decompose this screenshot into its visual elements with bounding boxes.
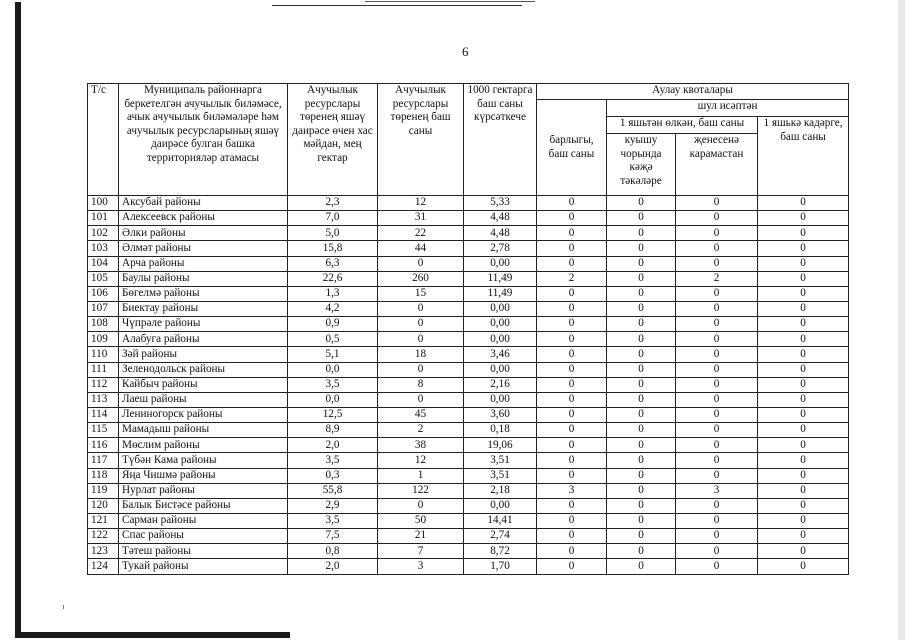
density-cell: 0,00 [464, 392, 537, 407]
quota-under-one-cell: 0 [758, 513, 849, 528]
table-row [88, 468, 849, 483]
density-cell: 1,70 [464, 559, 537, 574]
row-number-cell: 108 [88, 317, 119, 332]
quota-rut-males-cell: 0 [607, 513, 676, 528]
population-cell: 122 [378, 483, 464, 498]
quota-under-one-cell: 0 [758, 483, 849, 498]
habitat-area-cell: 5,0 [288, 226, 378, 241]
row-number-cell: 110 [88, 347, 119, 362]
territory-name-cell: Бөгелмә районы [119, 286, 288, 301]
quota-under-one-cell: 0 [758, 468, 849, 483]
row-number-cell: 113 [88, 392, 119, 407]
density-cell: 14,41 [464, 513, 537, 528]
habitat-area-cell: 2,0 [288, 559, 378, 574]
quota-rut-males-cell: 0 [607, 529, 676, 544]
density-cell: 0,00 [464, 332, 537, 347]
header-rut-males: куышу чорында кәҗә тәкәләре [607, 134, 676, 196]
quota-rut-males-cell: 0 [607, 256, 676, 271]
density-cell: 5,33 [464, 196, 537, 211]
row-number-cell: 104 [88, 256, 119, 271]
table-row [88, 498, 849, 513]
quota-under-one-cell: 0 [758, 392, 849, 407]
quota-total-cell: 0 [537, 256, 607, 271]
territory-name-cell: Спас районы [119, 529, 288, 544]
habitat-area-cell: 15,8 [288, 241, 378, 256]
quota-total-cell: 2 [537, 271, 607, 286]
quota-rut-males-cell: 0 [607, 483, 676, 498]
header-population: Ачучылык ресурслары төренең баш саны [378, 84, 464, 196]
row-number-cell: 123 [88, 544, 119, 559]
population-cell: 38 [378, 438, 464, 453]
table-row [88, 256, 849, 271]
habitat-area-cell: 0,9 [288, 317, 378, 332]
population-cell: 22 [378, 226, 464, 241]
table-row [88, 347, 849, 362]
scan-line-top-2 [365, 1, 535, 2]
quota-any-sex-cell: 0 [676, 438, 758, 453]
quota-rut-males-cell: 0 [607, 241, 676, 256]
population-cell: 12 [378, 196, 464, 211]
population-cell: 0 [378, 332, 464, 347]
quota-total-cell: 0 [537, 211, 607, 226]
density-cell: 11,49 [464, 286, 537, 301]
quota-under-one-cell: 0 [758, 559, 849, 574]
quota-any-sex-cell: 0 [676, 317, 758, 332]
density-cell: 4,48 [464, 211, 537, 226]
table-row [88, 483, 849, 498]
territory-name-cell: Мөслим районы [119, 438, 288, 453]
density-cell: 4,48 [464, 226, 537, 241]
territory-name-cell: Нурлат районы [119, 483, 288, 498]
habitat-area-cell: 7,0 [288, 211, 378, 226]
territory-name-cell: Чүпрәле районы [119, 317, 288, 332]
quota-any-sex-cell: 3 [676, 483, 758, 498]
quota-under-one-cell: 0 [758, 453, 849, 468]
density-cell: 3,51 [464, 468, 537, 483]
habitat-area-cell: 0,3 [288, 468, 378, 483]
quota-total-cell: 0 [537, 362, 607, 377]
population-cell: 15 [378, 286, 464, 301]
row-number-cell: 105 [88, 271, 119, 286]
territory-name-cell: Зеленодольск районы [119, 362, 288, 377]
row-number-cell: 121 [88, 513, 119, 528]
quota-any-sex-cell: 0 [676, 256, 758, 271]
header-territory-name: Муниципаль районнарга беркетелгән ачучылык биләмәсе, ачык ачучылык биләмәләре һәм ачучылык ресурсларының яшәү даирәсе булган башка территорияләр атамасы [119, 84, 288, 196]
table-row [88, 559, 849, 574]
table-row [88, 544, 849, 559]
density-cell: 2,18 [464, 483, 537, 498]
quota-rut-males-cell: 0 [607, 559, 676, 574]
territory-name-cell: Лениногорск районы [119, 407, 288, 422]
habitat-area-cell: 0,0 [288, 362, 378, 377]
quota-under-one-cell: 0 [758, 529, 849, 544]
table-row [88, 377, 849, 392]
territory-name-cell: Кайбыч районы [119, 377, 288, 392]
header-density: 1000 гектарга баш саны күрсәткече [464, 84, 537, 196]
quota-any-sex-cell: 0 [676, 407, 758, 422]
quota-total-cell: 0 [537, 226, 607, 241]
quota-total-cell: 0 [537, 241, 607, 256]
quota-any-sex-cell: 0 [676, 498, 758, 513]
density-cell: 3,46 [464, 347, 537, 362]
quota-any-sex-cell: 0 [676, 362, 758, 377]
density-cell: 2,78 [464, 241, 537, 256]
territory-name-cell: Тәтеш районы [119, 544, 288, 559]
habitat-area-cell: 5,1 [288, 347, 378, 362]
habitat-area-cell: 12,5 [288, 407, 378, 422]
quota-any-sex-cell: 0 [676, 559, 758, 574]
quota-rut-males-cell: 0 [607, 196, 676, 211]
population-cell: 0 [378, 317, 464, 332]
quota-rut-males-cell: 0 [607, 377, 676, 392]
quota-total-cell: 0 [537, 347, 607, 362]
population-cell: 0 [378, 256, 464, 271]
population-cell: 50 [378, 513, 464, 528]
quota-any-sex-cell: 0 [676, 529, 758, 544]
scan-line-top [272, 5, 522, 6]
quota-rut-males-cell: 0 [607, 347, 676, 362]
habitat-area-cell: 55,8 [288, 483, 378, 498]
header-over-one-year: 1 яшьтән өлкән, баш саны [607, 117, 758, 134]
population-cell: 45 [378, 407, 464, 422]
header-any-sex: җенесенә карамастан [676, 134, 758, 196]
quota-under-one-cell: 0 [758, 362, 849, 377]
quota-under-one-cell: 0 [758, 498, 849, 513]
scan-edge-bottom [15, 632, 290, 638]
population-cell: 7 [378, 544, 464, 559]
density-cell: 0,00 [464, 498, 537, 513]
territory-name-cell: Тукай районы [119, 559, 288, 574]
population-cell: 21 [378, 529, 464, 544]
territory-name-cell: Түбән Кама районы [119, 453, 288, 468]
territory-name-cell: Сарман районы [119, 513, 288, 528]
header-under-one-year: 1 яшькә кадәрге, баш саны [758, 117, 849, 196]
habitat-area-cell: 0,5 [288, 332, 378, 347]
quota-rut-males-cell: 0 [607, 544, 676, 559]
population-cell: 12 [378, 453, 464, 468]
row-number-cell: 101 [88, 211, 119, 226]
row-number-cell: 102 [88, 226, 119, 241]
territory-name-cell: Яңа Чишмә районы [119, 468, 288, 483]
row-number-cell: 106 [88, 286, 119, 301]
quota-any-sex-cell: 2 [676, 271, 758, 286]
habitat-area-cell: 4,2 [288, 301, 378, 316]
territory-name-cell: Баулы районы [119, 271, 288, 286]
header-tc: Т/с [88, 84, 119, 196]
header-habitat-area: Ачучылык ресурслары төренең яшәү даирәсе өчен хас мәйдан, мең гектар [288, 84, 378, 196]
quota-total-cell: 0 [537, 286, 607, 301]
table-row [88, 286, 849, 301]
quota-under-one-cell: 0 [758, 407, 849, 422]
quota-under-one-cell: 0 [758, 196, 849, 211]
territory-name-cell: Биектау районы [119, 301, 288, 316]
quota-total-cell: 0 [537, 453, 607, 468]
header-hunting-quotas: Аулау квоталары [537, 84, 849, 100]
table-row [88, 226, 849, 241]
density-cell: 0,00 [464, 301, 537, 316]
population-cell: 18 [378, 347, 464, 362]
population-cell: 0 [378, 392, 464, 407]
quota-under-one-cell: 0 [758, 544, 849, 559]
quota-any-sex-cell: 0 [676, 226, 758, 241]
row-number-cell: 117 [88, 453, 119, 468]
table-row [88, 362, 849, 377]
population-cell: 0 [378, 301, 464, 316]
row-number-cell: 111 [88, 362, 119, 377]
territory-name-cell: Әлмәт районы [119, 241, 288, 256]
quota-total-cell: 0 [537, 301, 607, 316]
table-row [88, 423, 849, 438]
habitat-area-cell: 0,0 [288, 392, 378, 407]
quota-rut-males-cell: 0 [607, 407, 676, 422]
quota-total-cell: 0 [537, 423, 607, 438]
habitat-area-cell: 6,3 [288, 256, 378, 271]
quota-any-sex-cell: 0 [676, 241, 758, 256]
quota-rut-males-cell: 0 [607, 211, 676, 226]
quota-total-cell: 0 [537, 392, 607, 407]
table-row [88, 438, 849, 453]
row-number-cell: 116 [88, 438, 119, 453]
scan-edge-right [898, 0, 905, 640]
scan-mark [63, 605, 64, 609]
density-cell: 8,72 [464, 544, 537, 559]
quota-total-cell: 0 [537, 559, 607, 574]
quota-under-one-cell: 0 [758, 226, 849, 241]
territory-name-cell: Алабуга районы [119, 332, 288, 347]
quota-under-one-cell: 0 [758, 301, 849, 316]
quota-total-cell: 0 [537, 196, 607, 211]
quota-any-sex-cell: 0 [676, 301, 758, 316]
density-cell: 0,00 [464, 362, 537, 377]
quota-any-sex-cell: 0 [676, 377, 758, 392]
quota-rut-males-cell: 0 [607, 468, 676, 483]
density-cell: 3,51 [464, 453, 537, 468]
quota-rut-males-cell: 0 [607, 271, 676, 286]
habitat-area-cell: 2,9 [288, 498, 378, 513]
population-cell: 44 [378, 241, 464, 256]
quota-any-sex-cell: 0 [676, 332, 758, 347]
quota-total-cell: 0 [537, 498, 607, 513]
territory-name-cell: Мамадыш районы [119, 423, 288, 438]
page-number: 6 [462, 44, 469, 59]
row-number-cell: 112 [88, 377, 119, 392]
table-row [88, 196, 849, 211]
row-number-cell: 120 [88, 498, 119, 513]
territory-name-cell: Алексеевск районы [119, 211, 288, 226]
habitat-area-cell: 22,6 [288, 271, 378, 286]
table-row [88, 529, 849, 544]
quota-any-sex-cell: 0 [676, 544, 758, 559]
row-number-cell: 122 [88, 529, 119, 544]
quota-total-cell: 0 [537, 513, 607, 528]
row-number-cell: 103 [88, 241, 119, 256]
table-row [88, 211, 849, 226]
quota-any-sex-cell: 0 [676, 211, 758, 226]
quota-under-one-cell: 0 [758, 438, 849, 453]
population-cell: 0 [378, 498, 464, 513]
table-row [88, 301, 849, 316]
row-number-cell: 119 [88, 483, 119, 498]
population-cell: 31 [378, 211, 464, 226]
quota-rut-males-cell: 0 [607, 317, 676, 332]
quota-rut-males-cell: 0 [607, 286, 676, 301]
table-row [88, 241, 849, 256]
quota-rut-males-cell: 0 [607, 423, 676, 438]
territory-name-cell: Арча районы [119, 256, 288, 271]
quota-under-one-cell: 0 [758, 271, 849, 286]
population-cell: 2 [378, 423, 464, 438]
habitat-area-cell: 8,9 [288, 423, 378, 438]
quota-under-one-cell: 0 [758, 256, 849, 271]
habitat-area-cell: 1,3 [288, 286, 378, 301]
row-number-cell: 124 [88, 559, 119, 574]
table-row [88, 407, 849, 422]
header-quota-total: барлыгы, баш саны [537, 100, 607, 196]
row-number-cell: 118 [88, 468, 119, 483]
table-row [88, 392, 849, 407]
quota-total-cell: 0 [537, 438, 607, 453]
header-including: шул исәптән [607, 100, 849, 117]
habitat-area-cell: 2,0 [288, 438, 378, 453]
quota-under-one-cell: 0 [758, 211, 849, 226]
habitat-area-cell: 7,5 [288, 529, 378, 544]
row-number-cell: 114 [88, 407, 119, 422]
quota-total-cell: 0 [537, 377, 607, 392]
density-cell: 11,49 [464, 271, 537, 286]
quota-any-sex-cell: 0 [676, 286, 758, 301]
quota-under-one-cell: 0 [758, 286, 849, 301]
quota-rut-males-cell: 0 [607, 226, 676, 241]
quota-under-one-cell: 0 [758, 241, 849, 256]
density-cell: 0,18 [464, 423, 537, 438]
quota-total-cell: 0 [537, 317, 607, 332]
quota-any-sex-cell: 0 [676, 423, 758, 438]
quota-total-cell: 0 [537, 407, 607, 422]
territory-name-cell: Зәй районы [119, 347, 288, 362]
territory-name-cell: Лаеш районы [119, 392, 288, 407]
quota-any-sex-cell: 0 [676, 196, 758, 211]
table-row [88, 317, 849, 332]
quota-rut-males-cell: 0 [607, 438, 676, 453]
row-number-cell: 115 [88, 423, 119, 438]
quota-under-one-cell: 0 [758, 423, 849, 438]
quota-any-sex-cell: 0 [676, 468, 758, 483]
quota-any-sex-cell: 0 [676, 347, 758, 362]
row-number-cell: 109 [88, 332, 119, 347]
quota-rut-males-cell: 0 [607, 498, 676, 513]
quota-rut-males-cell: 0 [607, 301, 676, 316]
quota-any-sex-cell: 0 [676, 453, 758, 468]
quota-rut-males-cell: 0 [607, 362, 676, 377]
population-cell: 8 [378, 377, 464, 392]
density-cell: 2,74 [464, 529, 537, 544]
density-cell: 0,00 [464, 256, 537, 271]
density-cell: 3,60 [464, 407, 537, 422]
quota-under-one-cell: 0 [758, 377, 849, 392]
quota-total-cell: 0 [537, 529, 607, 544]
territory-name-cell: Балык Бистәсе районы [119, 498, 288, 513]
quota-total-cell: 0 [537, 332, 607, 347]
density-cell: 19,06 [464, 438, 537, 453]
quota-under-one-cell: 0 [758, 317, 849, 332]
quota-total-cell: 3 [537, 483, 607, 498]
quota-any-sex-cell: 0 [676, 392, 758, 407]
quota-table [87, 83, 849, 575]
quota-rut-males-cell: 0 [607, 332, 676, 347]
habitat-area-cell: 0,8 [288, 544, 378, 559]
table-row [88, 513, 849, 528]
population-cell: 1 [378, 468, 464, 483]
row-number-cell: 100 [88, 196, 119, 211]
habitat-area-cell: 3,5 [288, 377, 378, 392]
quota-under-one-cell: 0 [758, 332, 849, 347]
population-cell: 260 [378, 271, 464, 286]
habitat-area-cell: 2,3 [288, 196, 378, 211]
table-row [88, 332, 849, 347]
scan-edge-left [15, 2, 21, 638]
table-row [88, 453, 849, 468]
quota-any-sex-cell: 0 [676, 513, 758, 528]
territory-name-cell: Аксубай районы [119, 196, 288, 211]
quota-rut-males-cell: 0 [607, 392, 676, 407]
habitat-area-cell: 3,5 [288, 513, 378, 528]
row-number-cell: 107 [88, 301, 119, 316]
quota-total-cell: 0 [537, 544, 607, 559]
population-cell: 0 [378, 362, 464, 377]
quota-rut-males-cell: 0 [607, 453, 676, 468]
habitat-area-cell: 3,5 [288, 453, 378, 468]
density-cell: 0,00 [464, 317, 537, 332]
table-row [88, 271, 849, 286]
quota-total-cell: 0 [537, 468, 607, 483]
territory-name-cell: Әлки районы [119, 226, 288, 241]
quota-under-one-cell: 0 [758, 347, 849, 362]
density-cell: 2,16 [464, 377, 537, 392]
population-cell: 3 [378, 559, 464, 574]
